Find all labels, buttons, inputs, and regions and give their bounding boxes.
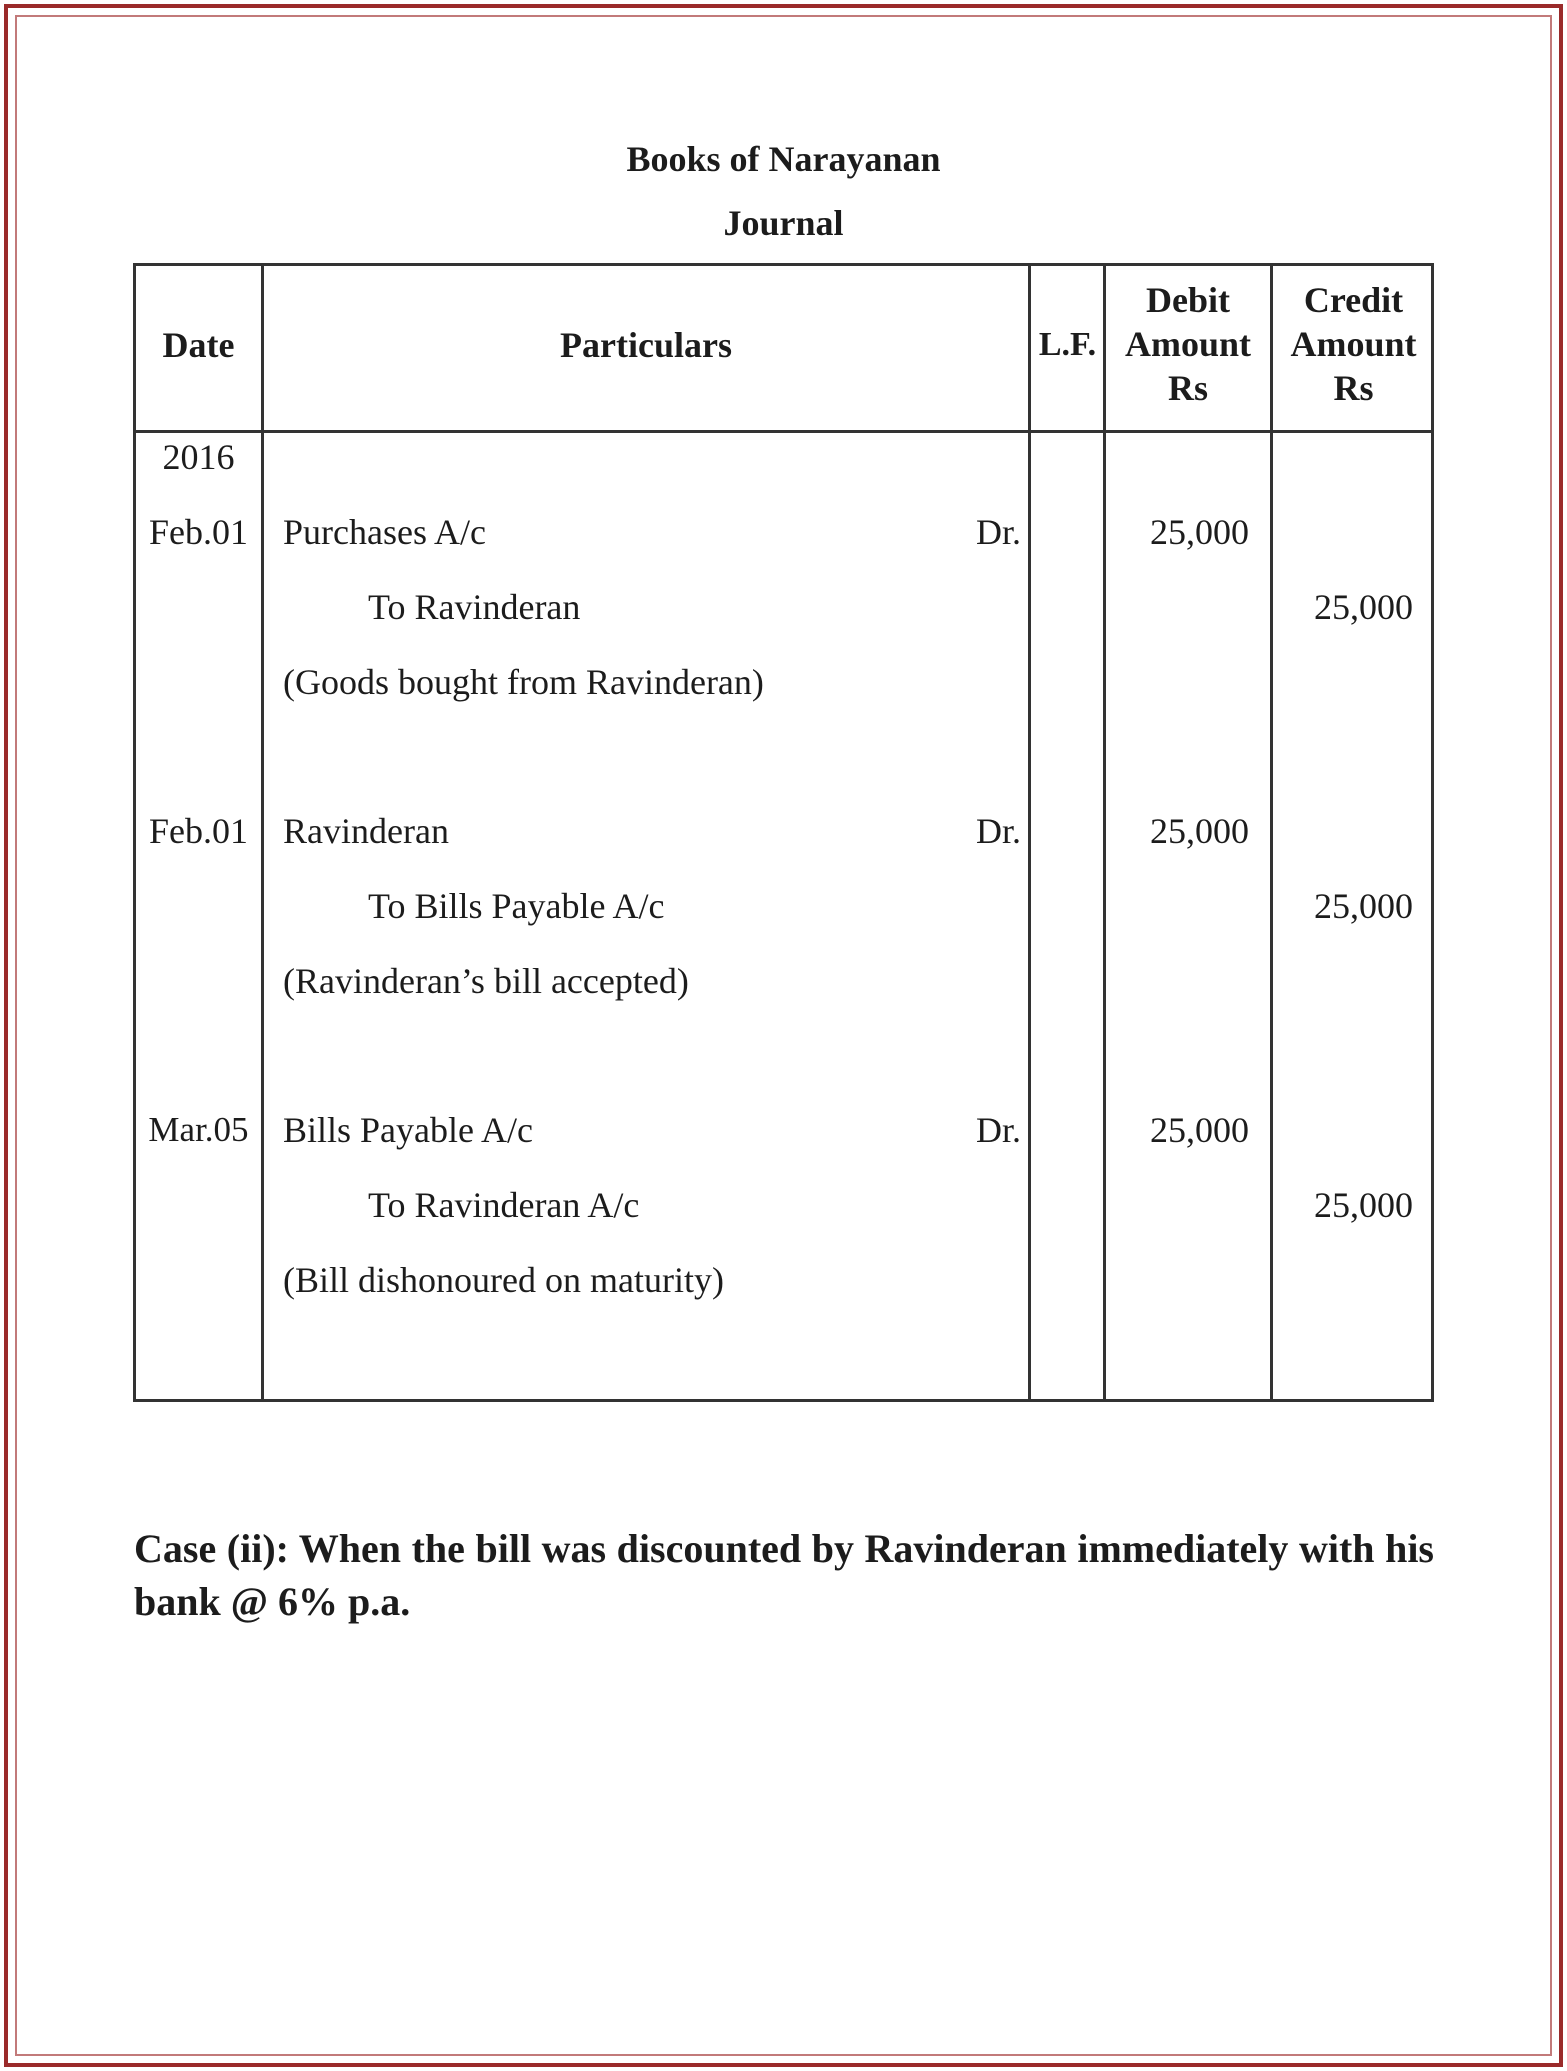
entry-date: Mar.05 [148,1110,249,1149]
narration: (Goods bought from Ravinderan) [283,662,764,702]
credit-account: To Bills Payable A/c [368,886,665,926]
narration: (Ravinderan’s bill accepted) [283,961,689,1001]
journal-table [133,263,1434,1402]
credit-account: To Ravinderan A/c [368,1185,640,1225]
entry-date: Feb.01 [149,811,248,851]
entry-date: Feb.01 [149,512,248,552]
credit-amount: 25,000 [1314,886,1413,926]
debit-account: Bills Payable A/c [283,1110,533,1150]
debit-amount: 25,000 [1150,512,1249,552]
column-divider-debit [1270,266,1273,1399]
header-debit: Debit Amount Rs [1124,280,1252,408]
header-divider [136,430,1431,433]
case-heading: Case (ii): When the bill was discounted by Ravinderan immediately with his bank @ 6% p.a. [134,1526,1434,1624]
debit-amount: 25,000 [1150,811,1249,851]
header-credit: Credit Amount Rs [1290,280,1417,408]
header-date: Date [162,325,235,365]
dr-marker: Dr. [976,1110,1021,1150]
credit-amount: 25,000 [1314,1185,1413,1225]
column-divider-particulars [1028,266,1031,1399]
debit-account: Ravinderan [283,811,449,851]
dr-marker: Dr. [976,512,1021,552]
debit-amount: 25,000 [1150,1110,1249,1150]
book-title: Books of Narayanan [626,139,941,179]
header-lf: L.F. [1038,326,1097,363]
header-particulars: Particulars [560,325,732,365]
narration: (Bill dishonoured on maturity) [283,1260,724,1300]
column-divider-date [261,266,264,1399]
journal-title: Journal [723,203,844,243]
entry-year: 2016 [162,437,235,477]
credit-amount: 25,000 [1314,587,1413,627]
dr-marker: Dr. [976,811,1021,851]
debit-account: Purchases A/c [283,512,486,552]
credit-account: To Ravinderan [368,587,581,627]
